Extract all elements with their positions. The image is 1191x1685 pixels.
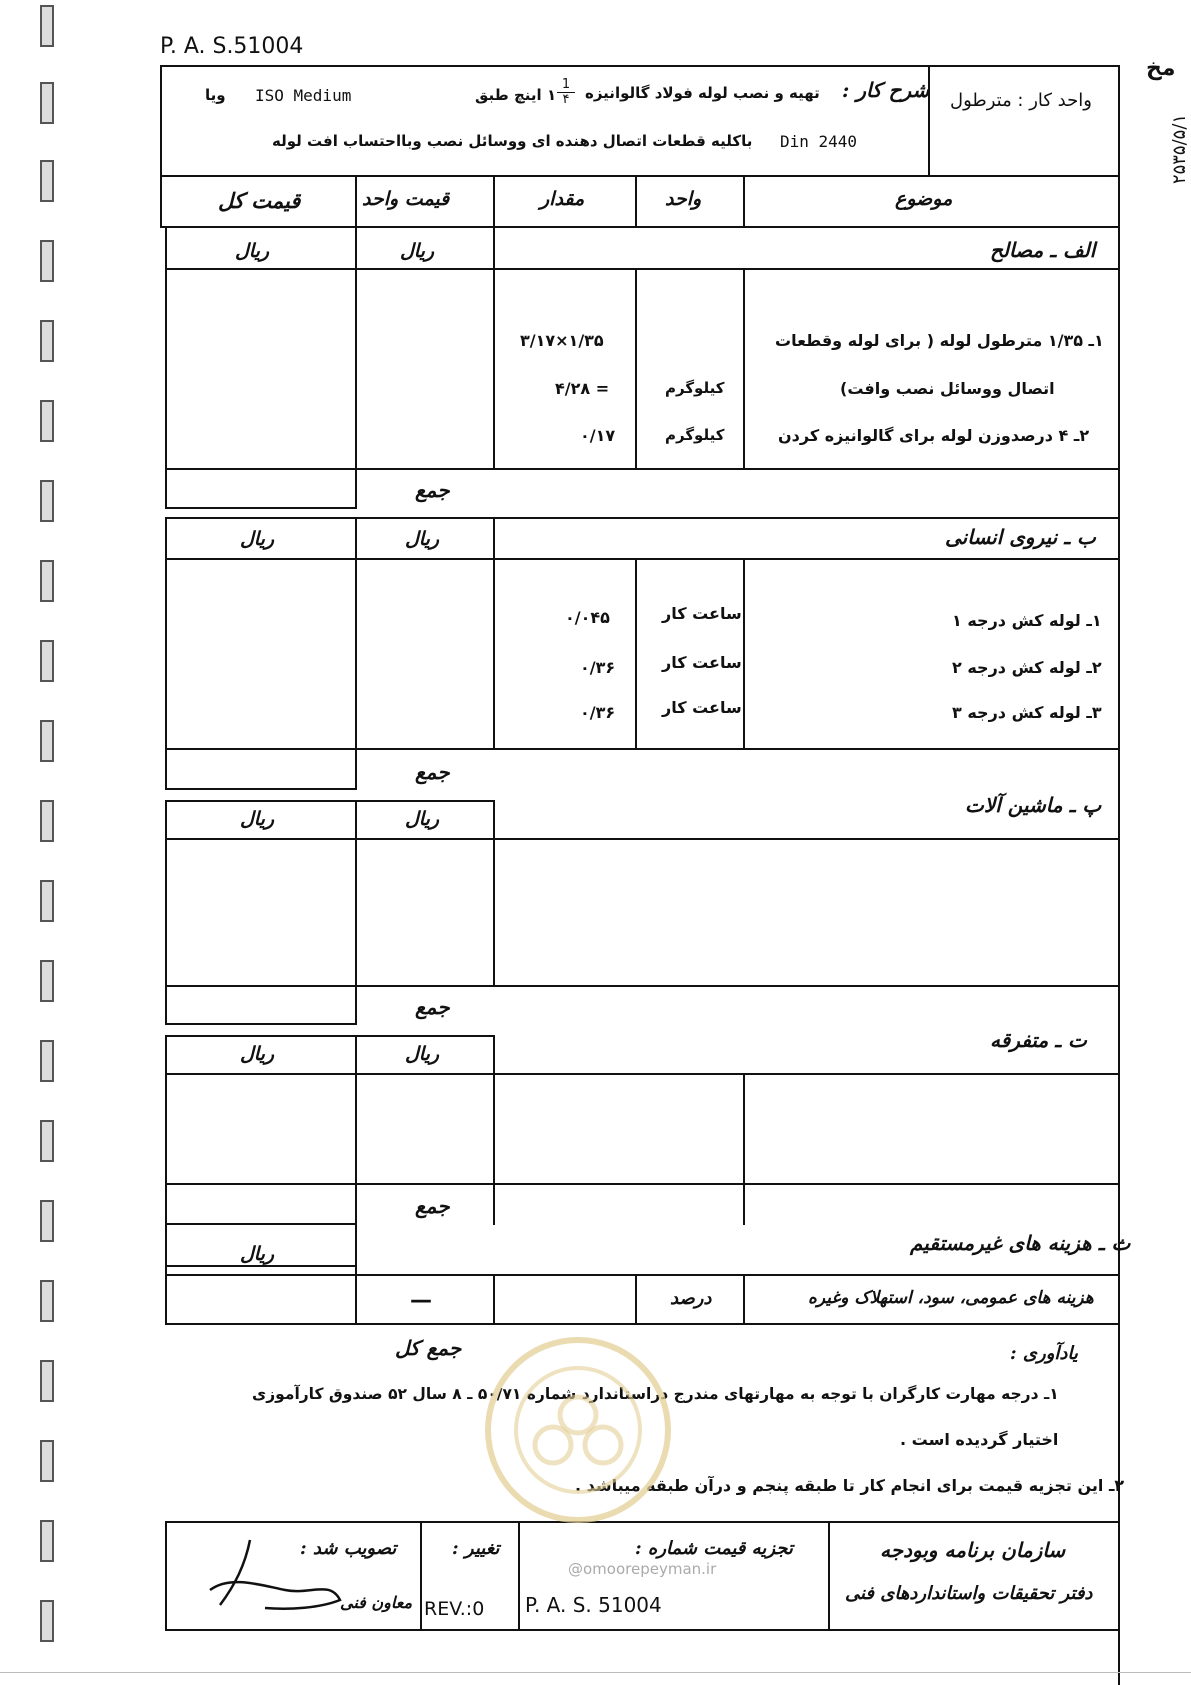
analysis-number: P. A. S. 51004	[525, 1593, 662, 1617]
unit-of-work: واحد کار : مترطول	[950, 90, 1092, 111]
a-col2	[493, 226, 495, 470]
grand-total-label: جمع کل	[395, 1336, 462, 1360]
note-1a: ۱ـ درجه مهارت کارگران با توجه به مهارتهای مندرج دراستاندارد شماره ۵۰/۷۱ ـ ۸ سال ۵۲ صندوق کارآموزی	[252, 1385, 1059, 1403]
d-col4	[743, 1073, 745, 1225]
a-col4	[743, 268, 745, 470]
e-row-unit: درصد	[670, 1288, 712, 1309]
col-line-3	[635, 175, 637, 227]
a-col3	[635, 268, 637, 470]
a-left	[165, 226, 167, 508]
b-top	[165, 517, 1120, 519]
c-rows-bottom	[165, 985, 1120, 987]
a-row1-quantity: ۱/۳۵×۳/۱۷	[520, 331, 604, 350]
b-row1-subject: ۱ـ لوله کش درجه ۱	[952, 611, 1102, 630]
section-a-title: الف ـ مصالح	[990, 238, 1096, 262]
e-row-bottom	[165, 1323, 1120, 1325]
e-col1	[355, 1265, 357, 1325]
deputy-label: معاون فنی	[340, 1593, 413, 1612]
e-col2	[493, 1274, 495, 1324]
a-row3-unit: کیلوگرم	[665, 426, 725, 444]
change-label: تغییر :	[452, 1538, 500, 1559]
section-d-title: ت ـ متفرقه	[990, 1028, 1087, 1052]
notes-title: یادآوری :	[1010, 1343, 1078, 1364]
a-sum-box	[165, 507, 357, 509]
a-currency-unit: ریال	[400, 240, 435, 262]
a-row1-subject: ۱ـ ۱/۳۵ مترطول لوله ( برای لوله وقطعات	[775, 331, 1104, 350]
col-subject: موضوع	[895, 188, 953, 210]
c-sum-label: جمع	[415, 995, 450, 1019]
b-row1-quantity: ۰/۰۴۵	[565, 608, 610, 627]
scan-edge	[0, 1672, 1191, 1673]
b-row2-quantity: ۰/۳۶	[580, 658, 616, 677]
side-date: ۲۵۳۵/۵/۱	[1169, 113, 1191, 185]
b-currency-unit: ریال	[405, 528, 440, 550]
frame-left	[160, 65, 162, 227]
b-col2	[493, 517, 495, 750]
a-row2-subject: اتصال ووسائل نصب وافت)	[840, 379, 1055, 398]
b-rows-bottom	[165, 748, 1120, 750]
frame-right	[1118, 65, 1120, 1685]
a-currency-total: ریال	[235, 240, 270, 262]
b-sum-label: جمع	[415, 760, 450, 784]
col-line-4	[743, 175, 745, 227]
c-currency-unit: ریال	[405, 808, 440, 830]
e-col3	[635, 1274, 637, 1324]
approved-label: تصویب شد :	[300, 1538, 397, 1559]
section-e-title: ث ـ هزینه های غیرمستقیم	[910, 1231, 1131, 1255]
d-col2	[493, 1035, 495, 1225]
footer-col3	[828, 1521, 830, 1631]
b-col4	[743, 560, 745, 750]
col-unit-price: قیمت واحد	[362, 188, 450, 210]
b-row3-unit: ساعت کار	[662, 698, 742, 717]
a-row2-unit: کیلوگرم	[665, 379, 725, 397]
description-label: شرح کار :	[842, 78, 930, 102]
a-row3-subject: ۲ـ ۴ درصدوزن لوله برای گالوانیزه کردن	[778, 426, 1090, 445]
a-sum-label: جمع	[415, 478, 450, 502]
c-col2	[493, 800, 495, 987]
b-currency-total: ریال	[240, 528, 275, 550]
d-top	[165, 1035, 495, 1037]
description-iso: ISO Medium	[255, 86, 352, 105]
description-din: Din 2440	[780, 132, 858, 151]
header-bottom	[160, 175, 1120, 177]
d-title-line	[165, 1073, 1120, 1075]
footer-left	[165, 1521, 167, 1631]
side-mark: مخ	[1146, 56, 1176, 81]
b-sum-box	[165, 788, 357, 790]
e-currency-total: ریال	[240, 1243, 275, 1265]
b-row1-unit: ساعت کار	[662, 604, 742, 623]
section-b-title: ب ـ نیروی انسانی	[945, 525, 1096, 549]
d-left	[165, 1035, 167, 1265]
description-line2: باکلیه قطعات اتصال دهنده ای ووسائل نصب وبااحتساب افت لوله	[272, 132, 753, 150]
watermark-text: @omoorepeyman.ir	[568, 1560, 717, 1578]
c-top	[165, 800, 495, 802]
b-row3-quantity: ۰/۳۶	[580, 703, 616, 722]
e-row-unit-price: —	[410, 1288, 432, 1313]
colhead-bottom	[160, 226, 1120, 228]
note-2: ۲ـ این تجزیه قیمت برای انجام کار تا طبقه پنجم و درآن طبقه میباشد .	[575, 1476, 1125, 1495]
col-unit: واحد	[665, 188, 702, 210]
col-total: قیمت کل	[218, 188, 301, 213]
b-title-line	[165, 558, 1120, 560]
b-row3-subject: ۳ـ لوله کش درجه ۳	[952, 703, 1102, 722]
c-col1	[355, 800, 357, 1025]
b-row2-unit: ساعت کار	[662, 653, 742, 672]
b-col3	[635, 560, 637, 750]
e-box-top	[165, 1265, 357, 1267]
watermark-seal	[478, 1330, 678, 1530]
org-line1: سازمان برنامه وبودجه	[880, 1538, 1066, 1562]
c-title-line	[165, 838, 1120, 840]
note-1b: اختیار گردیده است .	[900, 1430, 1059, 1449]
col-quantity: مقدار	[540, 188, 585, 210]
footer-col1	[420, 1521, 422, 1631]
revision: REV.:0	[424, 1598, 485, 1620]
col-line-2	[493, 175, 495, 227]
c-sum-box	[165, 1023, 357, 1025]
d-currency-unit: ریال	[405, 1043, 440, 1065]
form-code: P. A. S.51004	[160, 34, 304, 59]
section-c-title: پ ـ ماشین آلات	[965, 793, 1102, 817]
fraction: 1 ۴	[557, 78, 575, 108]
d-currency-total: ریال	[240, 1043, 275, 1065]
description-line1: تهیه و نصب لوله فولاد گالوانیزه	[585, 84, 820, 102]
a-rows-bottom	[165, 468, 1120, 470]
col-line-1	[355, 175, 357, 227]
description-line1-b: ۱ اینچ طبق	[475, 86, 557, 104]
b-row2-subject: ۲ـ لوله کش درجه ۲	[952, 658, 1102, 677]
a-row3-quantity: ۰/۱۷	[580, 426, 616, 445]
analysis-number-label: تجزیه قیمت شماره :	[635, 1538, 793, 1559]
org-line2: دفتر تحقیقات واستانداردهای فنی	[845, 1583, 1093, 1604]
d-sum-label: جمع	[415, 1194, 450, 1218]
e-row-subject: هزینه های عمومی، سود، استهلاک وغیره	[808, 1288, 1094, 1308]
a-col1	[355, 226, 357, 508]
e-col4	[743, 1274, 745, 1324]
c-left	[165, 800, 167, 1025]
signature	[190, 1530, 390, 1620]
e-row-top	[165, 1274, 1120, 1276]
d-sum-box	[165, 1223, 357, 1225]
a-row2-quantity: = ۴/۲۸	[555, 379, 610, 398]
a-title-line	[165, 268, 1120, 270]
description-va: ویا	[205, 86, 226, 104]
frame-top	[160, 65, 1120, 67]
footer-bottom	[165, 1629, 1120, 1631]
d-rows-bottom	[165, 1183, 1120, 1185]
d-col1	[355, 1035, 357, 1265]
c-currency-total: ریال	[240, 808, 275, 830]
footer-col2	[518, 1521, 520, 1631]
